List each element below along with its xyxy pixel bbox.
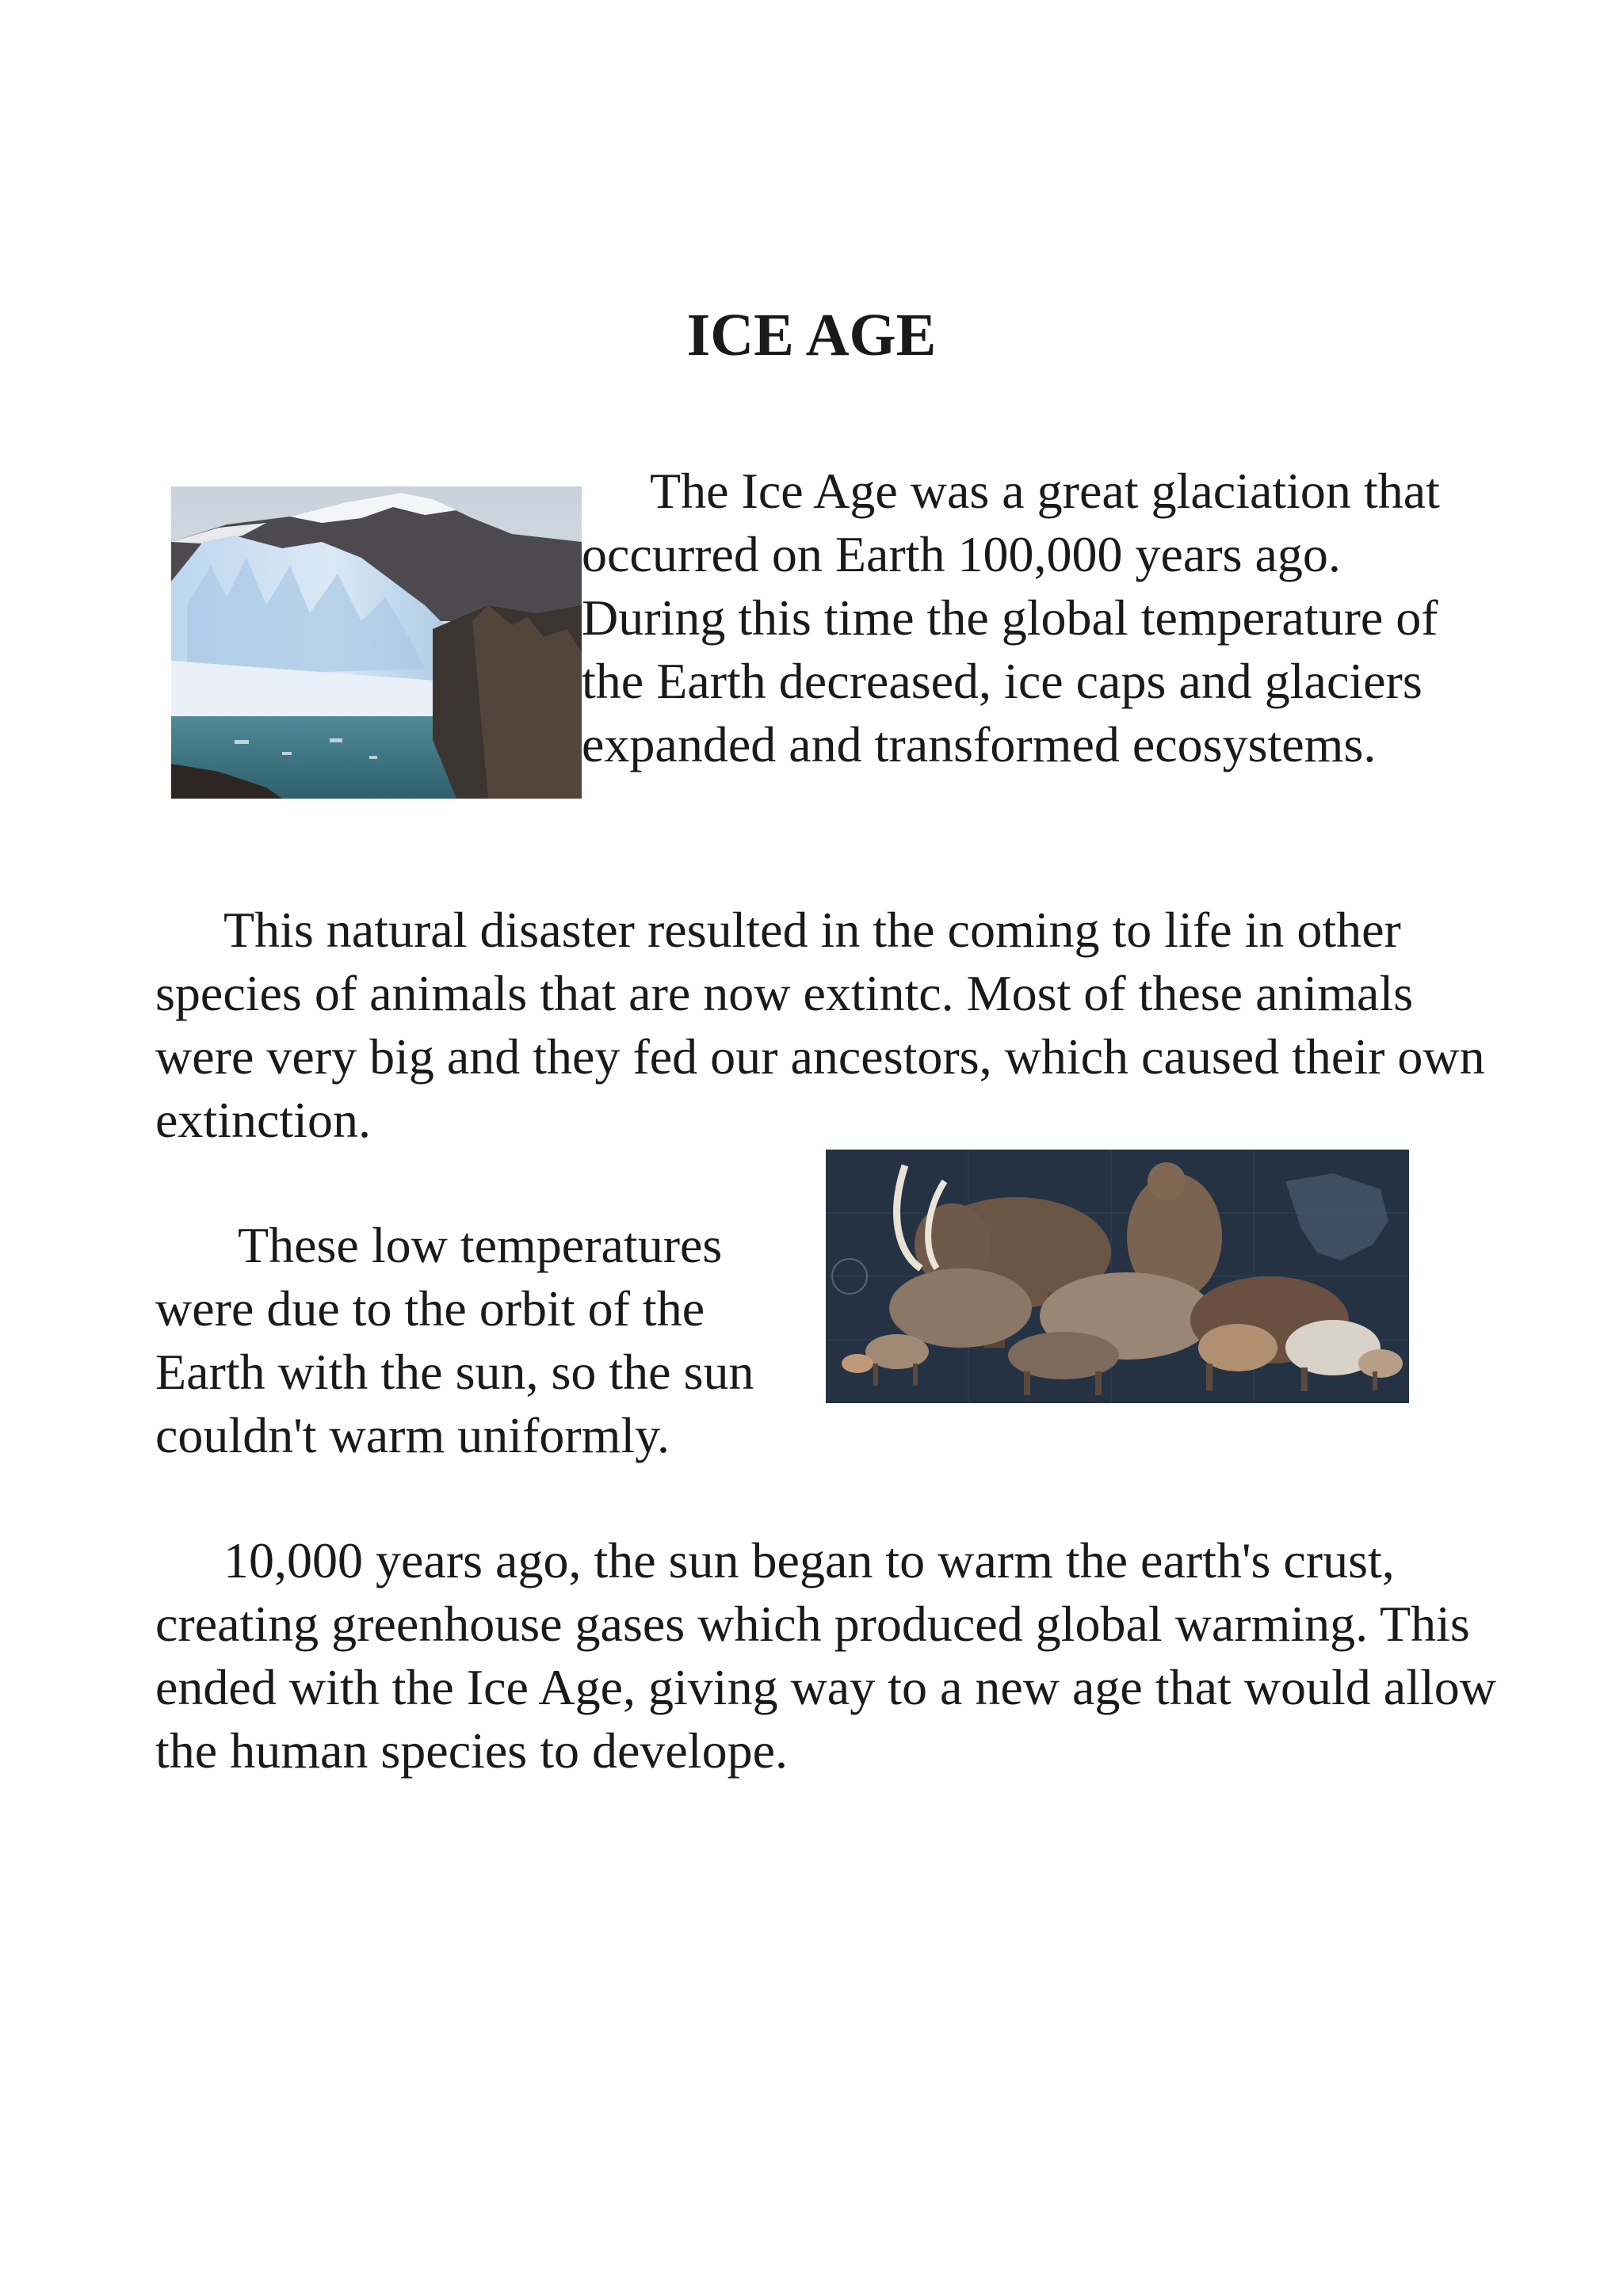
glacier-photo — [171, 486, 582, 799]
paragraph-warming-text: 10,000 years ago, the sun began to warm the earth's crust, creating greenhouse gases which produced global warming. This ended with the Ice Age, giving way to a new age that would allow the human species to develope. — [155, 1532, 1496, 1779]
page-title: ICE AGE — [686, 302, 937, 368]
paragraph-intro-text: The Ice Age was a great glaciation that occurred on Earth 100,000 years ago. During this time the global temperature of the Earth decreased, ice caps and glaciers expanded and transformed ecosystems. — [582, 463, 1440, 772]
paragraph-warming — [155, 1529, 1503, 1783]
paragraph-orbit-text: These low temperatures were due to the orbit of the Earth with the sun, so the sun couldn't warm uniformly. — [155, 1217, 754, 1463]
megafauna-illustration — [826, 1150, 1409, 1403]
paragraph-animals-text: This natural disaster resulted in the coming to life in other species of animals that are now extintc. Most of these animals were very big and they fed our ancestors, which caused their own extinction. — [155, 902, 1485, 1148]
paragraph-orbit — [155, 1214, 813, 1467]
paragraph-intro — [582, 460, 1485, 776]
paragraph-animals — [155, 898, 1503, 1152]
